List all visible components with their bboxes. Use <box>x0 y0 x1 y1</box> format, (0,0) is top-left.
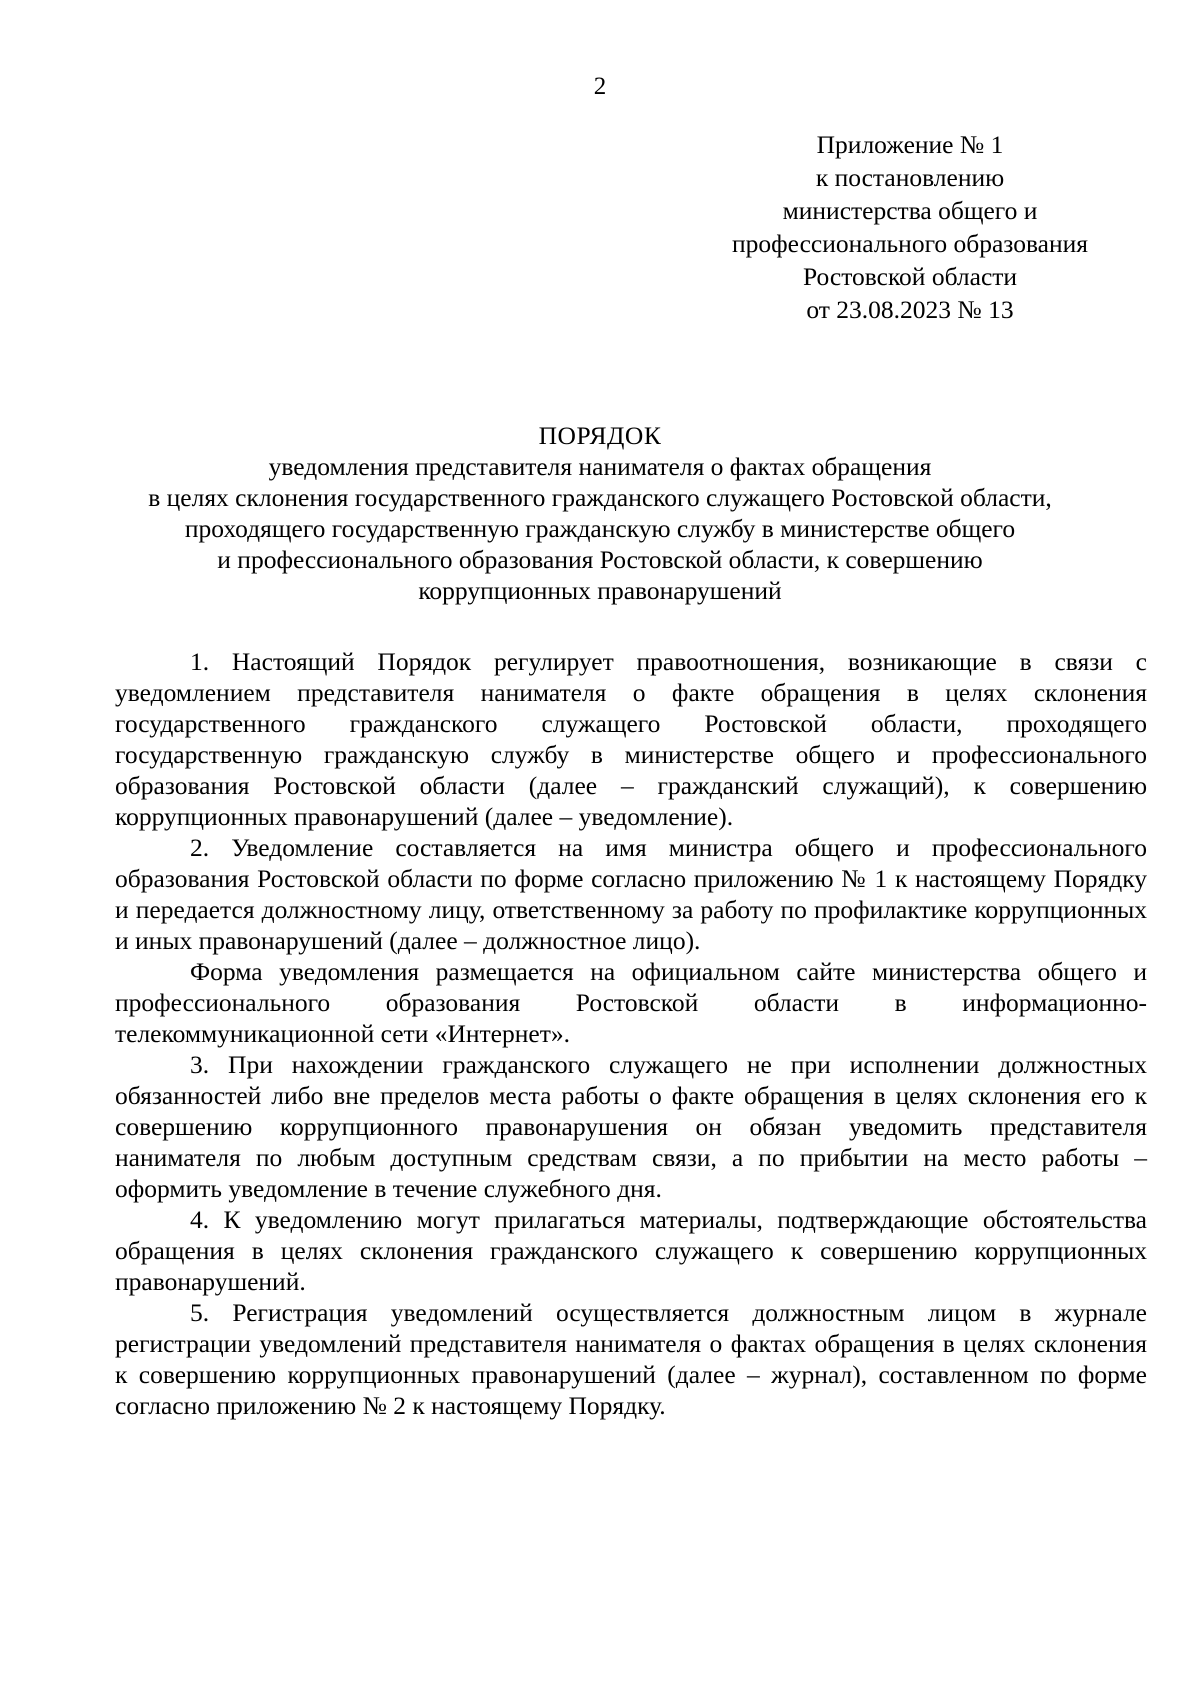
appendix-line: министерства общего и <box>782 196 1038 225</box>
document-subtitle-line: коррупционных правонарушений <box>418 576 782 605</box>
paragraph-5: 5. Регистрация уведомлений осуществляется должностным лицом в журнале регистрации уведомлений представителя нанимателя о фактах обращения в целях склонения к совершению коррупционных правонарушений (далее – журнал), составленном по форме согласно приложению № 2 к настоящему Порядку. <box>115 1298 1147 1420</box>
document-title-block <box>100 420 1100 606</box>
paragraph-3: 3. При нахождении гражданского служащего не при исполнении должностных обязанностей либо вне пределов места работы о факте обращения в целях склонения его к совершению коррупционного правонарушения он обязан уведомить представителя нанимателя по любым доступным средствам связи, а по прибытии на место работы – оформить уведомление в течение служебного дня. <box>115 1050 1147 1203</box>
document-subtitle-line: проходящего государственную гражданскую службу в министерстве общего <box>184 514 1016 543</box>
appendix-line: профессионального образования <box>731 229 1089 258</box>
appendix-line: Ростовской области <box>802 262 1018 291</box>
paragraph-form-info: Форма уведомления размещается на официальном сайте министерства общего и профессионального образования Ростовской области в информационно-телекоммуникационной сети «Интернет». <box>115 957 1147 1048</box>
document-subtitle-line: и профессионального образования Ростовской области, к совершению <box>217 545 983 574</box>
appendix-line: к постановлению <box>815 163 1005 192</box>
page-number: 2 <box>593 73 607 100</box>
document-subtitle-line: в целях склонения государственного гражданского служащего Ростовской области, <box>148 483 1052 512</box>
document-subtitle-line: уведомления представителя нанимателя о фактах обращения <box>268 452 932 481</box>
appendix-line: Приложение № 1 <box>816 130 1004 159</box>
paragraph-4: 4. К уведомлению могут прилагаться материалы, подтверждающие обстоятельства обращения в целях склонения гражданского служащего к совершению коррупционных правонарушений. <box>115 1205 1147 1296</box>
appendix-line: от 23.08.2023 № 13 <box>806 295 1014 324</box>
paragraph-1: 1. Настоящий Порядок регулирует правоотношения, возникающие в связи с уведомлением представителя нанимателя о факте обращения в целях склонения государственного гражданского служащего Ростовской области, проходящего государственную гражданскую службу в министерстве общего и профессионального образования Ростовской области (далее – гражданский служащий), к совершению коррупционных правонарушений (далее – уведомление). <box>115 647 1147 831</box>
appendix-header <box>700 128 1120 326</box>
document-title: ПОРЯДОК <box>538 421 662 450</box>
document-body <box>115 646 1147 1421</box>
paragraph-2: 2. Уведомление составляется на имя министра общего и профессионального образования Ростовской области по форме согласно приложению № 1 к настоящему Порядку и передается должностному лицу, ответственному за работу по профилактике коррупционных и иных правонарушений (далее – должностное лицо). <box>115 833 1147 955</box>
